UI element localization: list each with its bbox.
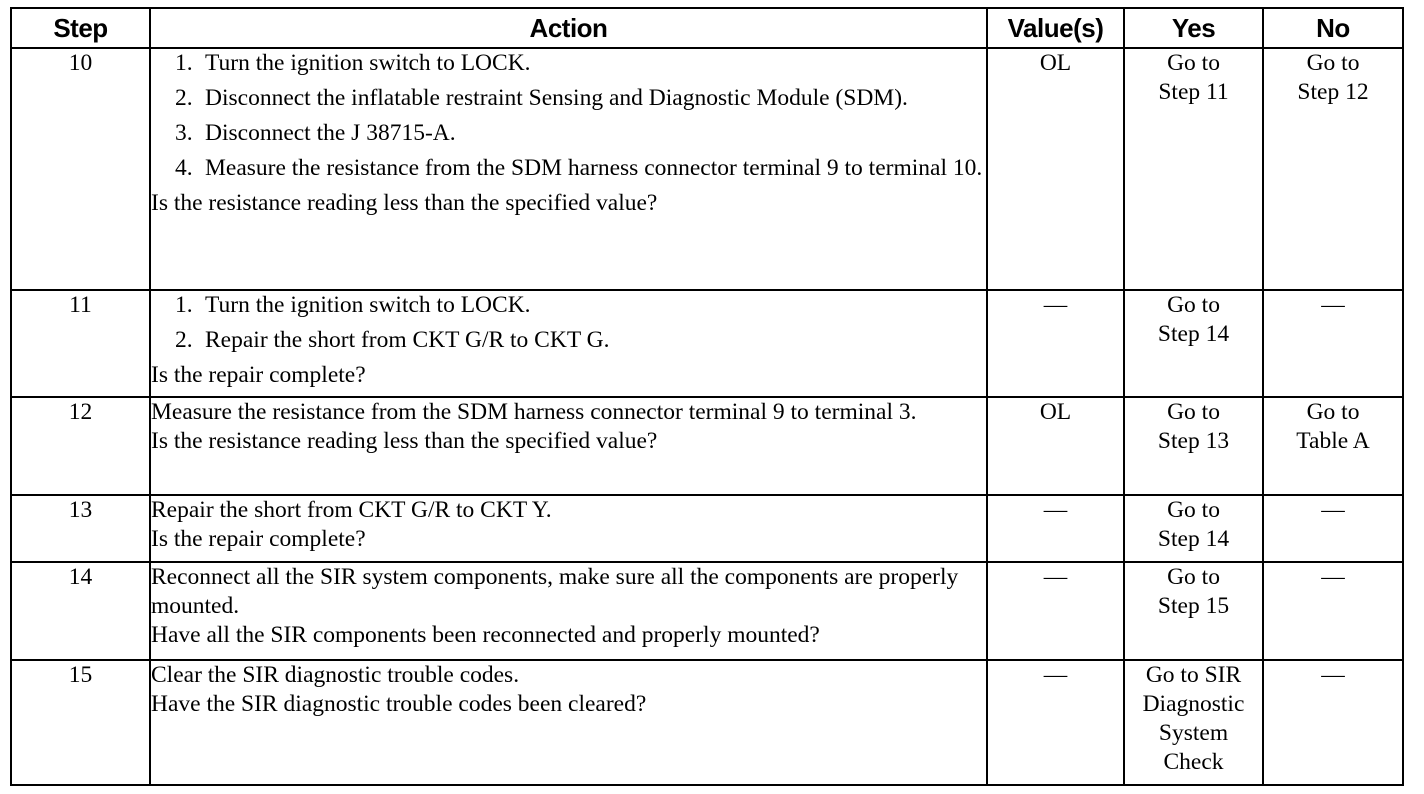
table-body [11, 48, 1403, 785]
action-cell [150, 495, 987, 562]
no-cell [1263, 290, 1403, 396]
step-number: 13 [11, 495, 150, 562]
action-step [151, 119, 986, 148]
value-cell: — [987, 660, 1124, 785]
action-question: Have all the SIR components been reconnected and properly mounted? [151, 621, 820, 648]
no-cell [1263, 495, 1403, 562]
yes-cell [1124, 290, 1263, 396]
step-number: 10 [11, 48, 150, 290]
yes-cell-line: Check [1163, 748, 1224, 775]
yes-cell-line: Go to [1167, 398, 1220, 425]
header-step: Step [11, 8, 150, 48]
yes-cell [1124, 48, 1263, 290]
no-cell-line: Go to [1306, 50, 1360, 76]
action-cell [150, 397, 987, 495]
action-text: Reconnect all the SIR system components, make sure all the components are properly mounted. [151, 563, 959, 619]
yes-cell [1124, 562, 1263, 660]
table-row [11, 48, 1403, 290]
action-step-text: Disconnect the inflatable restraint Sensing and Diagnostic Module (SDM). [205, 85, 908, 111]
step-number: 15 [11, 660, 150, 785]
action-step [151, 326, 986, 355]
action-step-text: Measure the resistance from the SDM harness connector terminal 9 to terminal 10. [205, 155, 983, 181]
action-question: Is the repair complete? [151, 362, 366, 389]
no-cell [1263, 660, 1403, 785]
action-step [151, 291, 986, 320]
value-cell: — [987, 495, 1124, 562]
yes-cell-line: Go to [1167, 563, 1220, 590]
yes-cell-line: Go to [1167, 496, 1220, 523]
header-no: No [1263, 8, 1403, 48]
step-number: 12 [11, 397, 150, 495]
table-header [11, 8, 1403, 48]
yes-cell-line: Step 14 [1157, 321, 1230, 348]
no-cell [1263, 48, 1403, 290]
action-cell [150, 562, 987, 660]
no-cell [1263, 397, 1403, 495]
action-step-text: Repair the short from CKT G/R to CKT G. [205, 327, 610, 354]
yes-cell-line: Step 13 [1157, 427, 1230, 454]
yes-cell-line: Go to [1167, 50, 1220, 76]
header-row [11, 8, 1403, 48]
action-question: Is the repair complete? [151, 525, 366, 552]
no-cell-line: Go to [1306, 398, 1360, 425]
header-action: Action [150, 8, 987, 48]
yes-cell [1124, 495, 1263, 562]
no-cell-line: Table A [1296, 427, 1370, 454]
table-row [11, 290, 1403, 396]
no-cell [1263, 562, 1403, 660]
header-value: Value(s) [987, 8, 1124, 48]
action-cell [150, 48, 987, 290]
yes-cell-line: Diagnostic [1142, 690, 1245, 717]
yes-cell-line: Step 15 [1157, 592, 1230, 619]
no-cell-line: — [1321, 292, 1345, 319]
action-question: Have the SIR diagnostic trouble codes been cleared? [151, 690, 647, 717]
table-row [11, 397, 1403, 495]
action-steps-list [151, 291, 986, 355]
action-step-text: Disconnect the J 38715-A. [205, 120, 456, 146]
table-row [11, 660, 1403, 785]
action-step [151, 49, 986, 78]
table-row [11, 495, 1403, 562]
action-cell [150, 660, 987, 785]
action-step [151, 154, 986, 183]
action-cell [150, 290, 987, 396]
diagnostic-procedure-table [10, 7, 1404, 786]
action-step-text: Turn the ignition switch to LOCK. [205, 50, 531, 76]
yes-cell [1124, 660, 1263, 785]
value-cell: — [987, 562, 1124, 660]
action-steps-list [151, 49, 986, 183]
action-step-number: 2. [175, 327, 193, 354]
action-step-number: 2. [175, 85, 193, 111]
no-cell-line: Step 12 [1297, 79, 1369, 105]
no-cell-line: — [1321, 563, 1345, 590]
step-number: 14 [11, 562, 150, 660]
value-cell: OL [987, 48, 1124, 290]
header-yes: Yes [1124, 8, 1263, 48]
action-question: Is the resistance reading less than the specified value? [151, 427, 658, 454]
action-step-text: Turn the ignition switch to LOCK. [205, 292, 531, 319]
action-step [151, 84, 986, 113]
value-cell: OL [987, 397, 1124, 495]
yes-cell-line: Go to SIR [1145, 661, 1242, 688]
value-cell: — [987, 290, 1124, 396]
step-number: 11 [11, 290, 150, 396]
yes-cell-line: Step 11 [1158, 79, 1229, 105]
action-text: Clear the SIR diagnostic trouble codes. [151, 661, 520, 688]
action-text: Repair the short from CKT G/R to CKT Y. [151, 496, 552, 523]
no-cell-line: — [1321, 496, 1345, 523]
action-step-number: 3. [175, 120, 193, 146]
yes-cell [1124, 397, 1263, 495]
table-row [11, 562, 1403, 660]
action-text: Measure the resistance from the SDM harness connector terminal 9 to terminal 3. [151, 398, 917, 425]
action-question: Is the resistance reading less than the specified value? [151, 190, 658, 216]
yes-cell-line: System [1158, 719, 1229, 746]
no-cell-line: — [1321, 661, 1345, 688]
action-step-number: 1. [175, 292, 193, 319]
action-step-number: 4. [175, 155, 193, 181]
yes-cell-line: Step 14 [1157, 525, 1230, 552]
action-step-number: 1. [175, 50, 193, 76]
yes-cell-line: Go to [1167, 292, 1220, 319]
